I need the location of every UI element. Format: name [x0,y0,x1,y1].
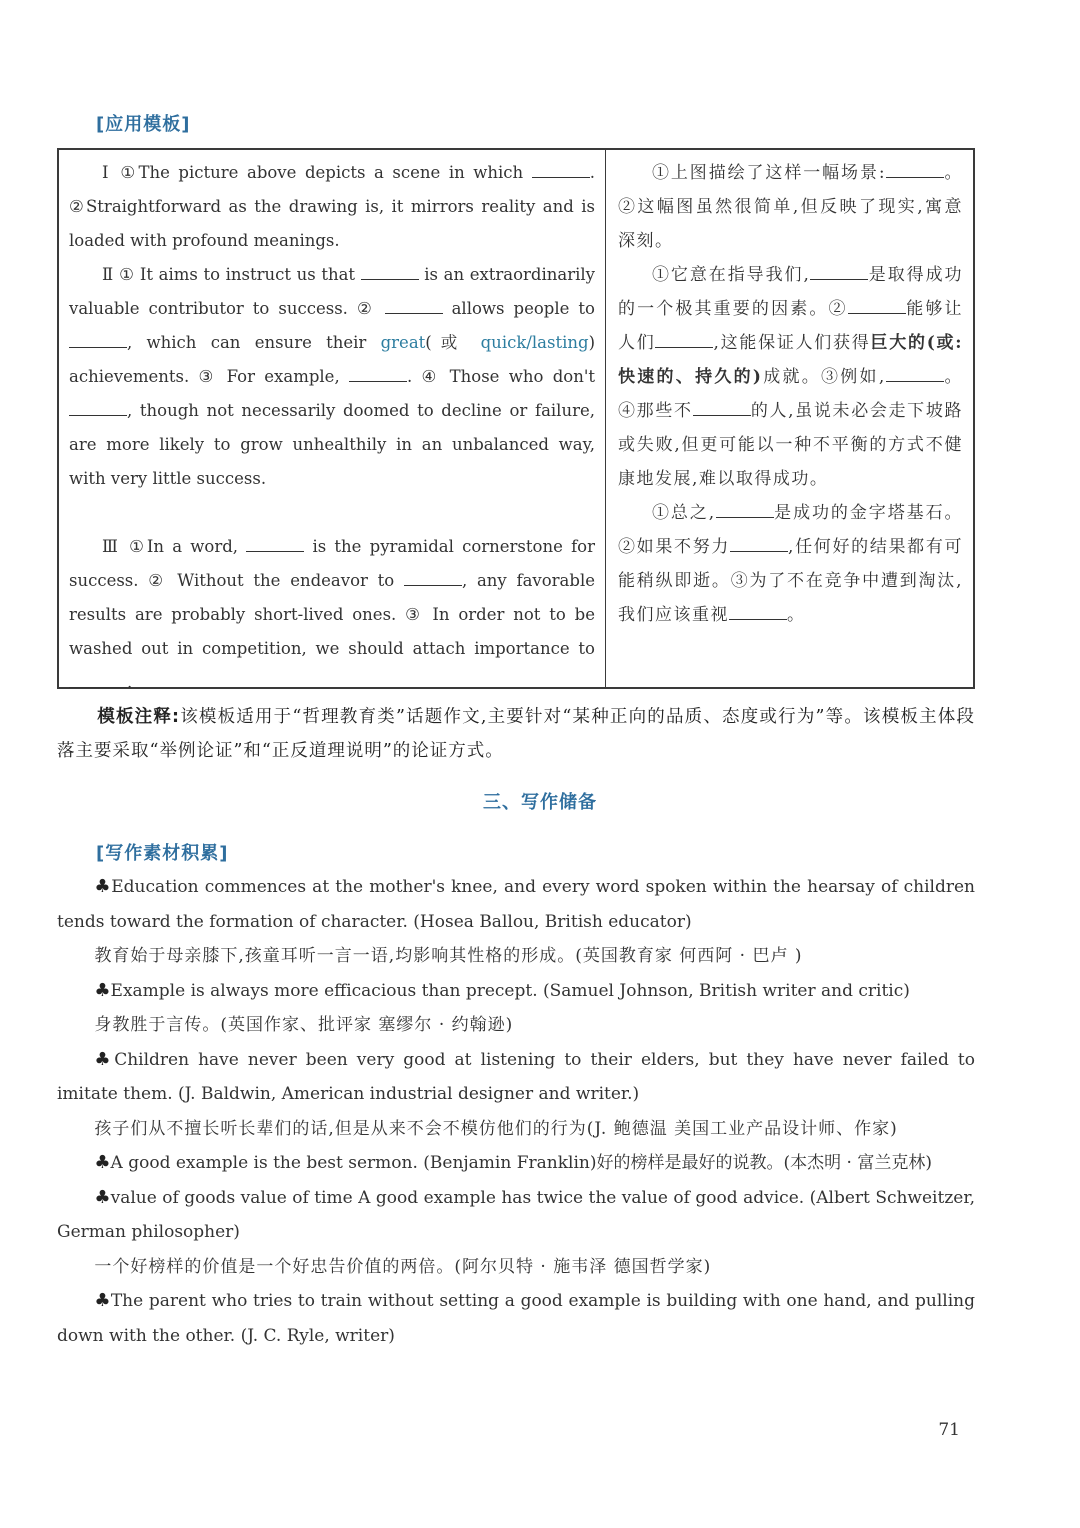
fill-blank [532,161,590,178]
section-title: 三、写作储备 [483,792,597,813]
club-icon: ♣ [94,1048,115,1070]
highlight-word: quick/lasting [480,333,589,352]
fill-blank [716,501,774,518]
quote-zh: 孩子们从不擅长听长辈们的话,但是从来不会不模仿他们的行为(J. 鲍德温 美国工业产品设计师、作家) [94,1118,898,1139]
quote-zh: 身教胜于言传。(英国作家、批评家 塞缪尔 · 约翰逊) [94,1015,514,1035]
bold-phrase: 巨大的(或:快速的、持久的) [618,333,964,387]
fill-blank [349,365,407,382]
fill-blank [848,297,906,314]
quote-zh: 教育始于母亲膝下,孩童耳听一言一语,均影响其性格的形成。(英国教育家 何西阿 · 巴卢 ) [94,946,803,966]
highlight-word: great [380,333,426,352]
template-heading: [应用模板] [96,114,191,135]
note-text: 该模板适用于“哲理教育类”话题作文,主要针对“某种正向的品质、态度或行为”等。该模板主体段落主要采取“举例论证”和“正反道理说明”的论证方式。 [57,707,975,761]
club-icon: ♣ [94,1290,111,1311]
quote-en: ♣value of goods value of time A good example has twice the value of good advice. (Albert Schweitzer, German philosopher) [57,1186,975,1242]
en-paragraph-3: Ⅲ ①In a word, is the pyramidal cornerstone for success. ② Without the endeavor to , any favorable results are probably short-lived ones. ③ In order not to be washed out in competition, we should attach importance to . [69,537,595,692]
en-paragraph-2: Ⅱ ① It aims to instruct us that is an extraordinarily valuable contributor to success. ② allows people to , which can ensure their great(或 quick/lasting) achievements. ③ For example, . ④ Those who don't , though not necessarily doomed to decline or failure, are more likely to grow unhealthily in an unbalanced way, with very little success. [69,265,596,488]
page-number: 71 [938,1420,960,1440]
fill-blank [655,331,713,348]
fill-blank [69,331,127,348]
fill-blank [361,263,419,280]
fill-blank [246,535,304,552]
fill-blank [693,399,751,416]
fill-blank [69,671,127,688]
quote-en: ♣A good example is the best sermon. (Benjamin Franklin)好的榜样是最好的说教。(本杰明 · 富兰克林) [94,1152,932,1173]
fill-blank [729,603,787,620]
template-english-column [59,150,606,692]
fill-blank [385,297,443,314]
template-table [57,148,975,692]
quote-en: ♣The parent who tries to train without setting a good example is building with one hand, and pulling down with the other. (J. C. Ryle, writer) [57,1290,975,1346]
club-icon: ♣ [94,979,111,1001]
zh-paragraph-1: ①上图描绘了这样一幅场景: 。②这幅图虽然很简单,但反映了现实,寓意深刻。 [618,163,963,251]
zh-paragraph-2: ①它意在指导我们, 是取得成功的一个极其重要的因素。② 能够让人们 ,这能保证人们获得巨大的(或:快速的、持久的)成就。③例如, 。④那些不 的人,虽说未必会走下坡路或失败,但更可能以一种不平衡的方式不健康地发展,难以取得成功。 [618,265,964,489]
club-icon: ♣ [94,1152,111,1173]
note-label: 模板注释: [97,707,181,727]
fill-blank [886,365,944,382]
fill-blank [404,569,462,586]
fill-blank [730,535,788,552]
fill-blank [69,399,127,416]
writing-materials [57,870,975,1353]
club-icon: ♣ [94,1186,111,1208]
fill-blank [810,263,868,280]
club-icon: ♣ [94,876,112,897]
fill-blank [886,161,944,178]
quote-en: ♣Example is always more efficacious than precept. (Samuel Johnson, British writer and critic) [94,979,910,1001]
template-note [57,700,975,768]
zh-paragraph-3: ①总之, 是成功的金字塔基石。②如果不努力 ,任何好的结果都有可能稍纵即逝。③为了不在竞争中遭到淘汰,我们应该重视 。 [618,503,964,625]
template-chinese-column [606,150,973,687]
quote-en: ♣Education commences at the mother's knee, and every word spoken within the hearsay of children tends toward the formation of character. (Hosea Ballou, British educator) [57,876,976,932]
quote-zh: 一个好榜样的价值是一个好忠告价值的两倍。(阿尔贝特 · 施韦泽 德国哲学家) [94,1256,712,1277]
quote-en: ♣Children have never been very good at listening to their elders, but they have never failed to imitate them. (J. Baldwin, American industrial designer and writer.) [57,1048,975,1104]
materials-heading: [写作素材积累] [96,843,229,864]
en-paragraph-1: Ⅰ ①The picture above depicts a scene in which . ②Straightforward as the drawing is, it mirrors reality and is loaded with profound meanings. [69,163,595,250]
